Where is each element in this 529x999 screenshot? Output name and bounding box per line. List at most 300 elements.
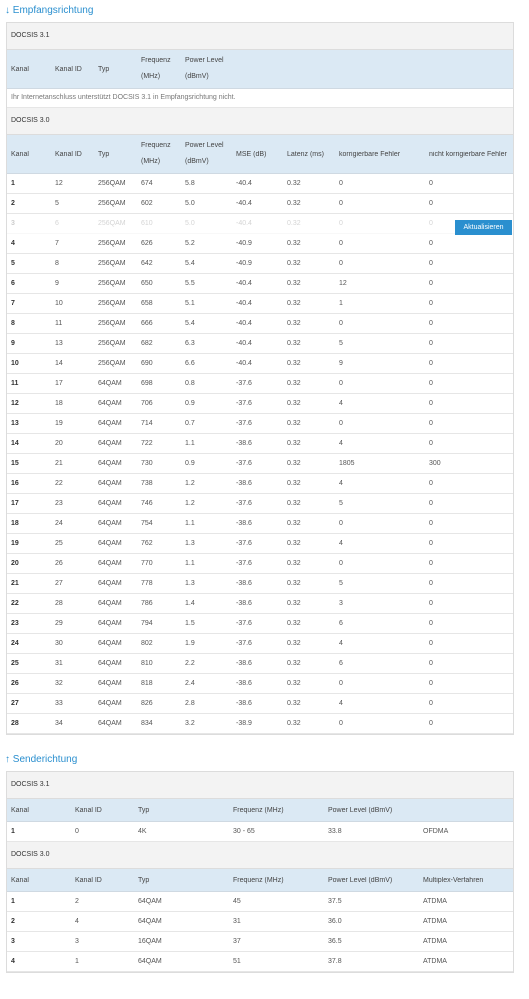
table-cell: 8 xyxy=(55,260,59,267)
table-cell: OFDMA xyxy=(423,828,449,835)
table-cell: 0 xyxy=(429,580,433,587)
table-cell: 5.8 xyxy=(185,180,195,187)
table-cell: -40.4 xyxy=(236,280,252,287)
table-cell: 4 xyxy=(75,918,79,925)
table-cell: 0.9 xyxy=(185,400,195,407)
table-cell: 5.2 xyxy=(185,240,195,247)
table-cell: 28 xyxy=(55,600,63,607)
table-cell: 0.32 xyxy=(287,700,301,707)
table-row xyxy=(7,194,513,214)
table-row xyxy=(7,674,513,694)
table-cell: -38.6 xyxy=(236,580,252,587)
table-cell: 0 xyxy=(429,660,433,667)
table-cell: 64QAM xyxy=(98,640,122,647)
table-cell: 0 xyxy=(429,260,433,267)
table-row xyxy=(7,294,513,314)
table-cell: -37.6 xyxy=(236,420,252,427)
table-cell: 30 - 65 xyxy=(233,828,255,835)
col-typ: Typ xyxy=(98,150,110,158)
col-kanal-id: Kanal ID xyxy=(55,150,82,158)
upstream-docsis31-label: DOCSIS 3.1 xyxy=(7,772,513,799)
table-cell: 0.32 xyxy=(287,560,301,567)
table-cell: 5 xyxy=(11,260,15,267)
table-cell: 256QAM xyxy=(98,180,126,187)
table-cell: 0.32 xyxy=(287,640,301,647)
table-cell: 0 xyxy=(429,500,433,507)
col-kanal-id: Kanal ID xyxy=(55,65,82,73)
table-cell: 256QAM xyxy=(98,220,126,227)
table-cell: 5.4 xyxy=(185,260,195,267)
table-cell: 0 xyxy=(429,600,433,607)
table-cell: 0 xyxy=(339,420,343,427)
table-cell: 256QAM xyxy=(98,360,126,367)
table-cell: 0 xyxy=(429,320,433,327)
table-row xyxy=(7,234,513,254)
table-cell: 666 xyxy=(141,320,153,327)
table-cell: 2.8 xyxy=(185,700,195,707)
table-cell: 0 xyxy=(429,540,433,547)
table-cell: 1 xyxy=(11,898,15,905)
col-frequenz: Frequenz (MHz) xyxy=(141,57,171,80)
table-cell: 0.32 xyxy=(287,300,301,307)
table-row xyxy=(7,634,513,654)
col-frequenz: Frequenz (MHz) xyxy=(141,142,171,165)
table-cell: 1 xyxy=(11,828,15,835)
table-row xyxy=(7,574,513,594)
table-cell: 762 xyxy=(141,540,153,547)
table-cell: 4 xyxy=(339,440,343,447)
table-cell: 0.32 xyxy=(287,180,301,187)
table-row xyxy=(7,594,513,614)
table-cell: 1.2 xyxy=(185,480,195,487)
table-cell: 29 xyxy=(55,620,63,627)
table-cell: 64QAM xyxy=(98,720,122,727)
table-cell: 64QAM xyxy=(98,380,122,387)
table-cell: 730 xyxy=(141,460,153,467)
table-cell: 0 xyxy=(429,360,433,367)
table-cell: 10 xyxy=(55,300,63,307)
table-row xyxy=(7,534,513,554)
table-cell: 25 xyxy=(11,660,19,667)
table-cell: 16 xyxy=(11,480,19,487)
table-cell: 0.32 xyxy=(287,500,301,507)
table-cell: 4 xyxy=(11,958,15,965)
table-cell: 0 xyxy=(429,340,433,347)
table-cell: 610 xyxy=(141,220,153,227)
table-cell: 0.32 xyxy=(287,680,301,687)
table-cell: -40.4 xyxy=(236,360,252,367)
table-cell: 602 xyxy=(141,200,153,207)
table-cell: 0 xyxy=(339,180,343,187)
table-cell: 0 xyxy=(429,560,433,567)
table-cell: 0.32 xyxy=(287,220,301,227)
table-cell: 22 xyxy=(11,600,19,607)
table-row xyxy=(7,932,513,952)
table-cell: 32 xyxy=(55,680,63,687)
table-cell: 0 xyxy=(429,720,433,727)
table-cell: 0.32 xyxy=(287,440,301,447)
table-cell: 20 xyxy=(11,560,19,567)
table-cell: 26 xyxy=(55,560,63,567)
table-cell: 256QAM xyxy=(98,200,126,207)
downstream-panel xyxy=(6,22,514,735)
upstream-panel xyxy=(6,771,514,973)
table-cell: 64QAM xyxy=(98,420,122,427)
col-mse: MSE (dB) xyxy=(236,150,267,158)
table-cell: -38.6 xyxy=(236,680,252,687)
table-cell: 64QAM xyxy=(98,500,122,507)
table-cell: 0 xyxy=(429,440,433,447)
table-cell: 45 xyxy=(233,898,241,905)
col-kanal: Kanal xyxy=(11,65,29,73)
table-cell: -38.9 xyxy=(236,720,252,727)
table-cell: 0 xyxy=(339,680,343,687)
table-cell: 5 xyxy=(339,500,343,507)
table-cell: 722 xyxy=(141,440,153,447)
table-cell: 9 xyxy=(11,340,15,347)
table-cell: 64QAM xyxy=(98,540,122,547)
table-cell: 0.32 xyxy=(287,600,301,607)
table-cell: 1 xyxy=(75,958,79,965)
table-cell: ATDMA xyxy=(423,918,447,925)
table-cell: 2.4 xyxy=(185,680,195,687)
table-cell: 2 xyxy=(75,898,79,905)
table-cell: -37.6 xyxy=(236,380,252,387)
table-cell: 0 xyxy=(429,200,433,207)
table-cell: 5 xyxy=(339,340,343,347)
table-cell: 818 xyxy=(141,680,153,687)
col-kanal: Kanal xyxy=(11,806,29,814)
table-cell: 37.8 xyxy=(328,958,342,965)
table-cell: -37.6 xyxy=(236,540,252,547)
table-cell: 0.8 xyxy=(185,380,195,387)
table-cell: 1.2 xyxy=(185,500,195,507)
upstream-docsis31-rows xyxy=(7,822,513,842)
table-cell: 1.5 xyxy=(185,620,195,627)
table-cell: 0.32 xyxy=(287,520,301,527)
table-cell: 64QAM xyxy=(98,440,122,447)
table-row xyxy=(7,474,513,494)
table-cell: 0 xyxy=(429,380,433,387)
table-cell: 0.7 xyxy=(185,420,195,427)
refresh-button[interactable]: Aktualisieren xyxy=(455,220,512,235)
table-cell: 5.1 xyxy=(185,300,195,307)
table-cell: 626 xyxy=(141,240,153,247)
table-cell: 0 xyxy=(429,480,433,487)
table-cell: 6 xyxy=(55,220,59,227)
table-cell: 0 xyxy=(75,828,79,835)
table-row xyxy=(7,434,513,454)
table-cell: 26 xyxy=(11,680,19,687)
table-cell: 4 xyxy=(339,640,343,647)
table-cell: 0 xyxy=(429,420,433,427)
col-multiplex: Multiplex-Verfahren xyxy=(423,876,484,884)
table-cell: 6 xyxy=(11,280,15,287)
table-cell: 3.2 xyxy=(185,720,195,727)
col-power-level: Power Level (dBmV) xyxy=(185,142,224,165)
table-cell: 27 xyxy=(11,700,19,707)
table-cell: 0.32 xyxy=(287,720,301,727)
table-cell: 16QAM xyxy=(138,938,162,945)
table-cell: 17 xyxy=(11,500,19,507)
table-cell: 746 xyxy=(141,500,153,507)
table-cell: 0.32 xyxy=(287,240,301,247)
table-cell: 64QAM xyxy=(98,660,122,667)
downstream-docsis30-label: DOCSIS 3.0 xyxy=(7,108,513,135)
table-cell: 15 xyxy=(11,460,19,467)
table-cell: 22 xyxy=(55,480,63,487)
table-cell: -38.6 xyxy=(236,600,252,607)
table-cell: -37.6 xyxy=(236,400,252,407)
col-power-level: Power Level (dBmV) xyxy=(328,876,393,884)
table-cell: -38.6 xyxy=(236,440,252,447)
table-cell: 3 xyxy=(11,938,15,945)
upstream-title: ↑ Senderichtung xyxy=(5,754,78,765)
table-cell: 778 xyxy=(141,580,153,587)
col-kanal-id: Kanal ID xyxy=(75,806,102,814)
table-row xyxy=(7,892,513,912)
table-cell: 37 xyxy=(233,938,241,945)
table-cell: 1.9 xyxy=(185,640,195,647)
table-row xyxy=(7,822,513,842)
table-row xyxy=(7,174,513,194)
table-cell: 1.1 xyxy=(185,560,195,567)
table-cell: 256QAM xyxy=(98,240,126,247)
table-cell: 8 xyxy=(11,320,15,327)
table-cell: 36.0 xyxy=(328,918,342,925)
table-cell: 4 xyxy=(339,480,343,487)
table-cell: 3 xyxy=(75,938,79,945)
table-cell: 738 xyxy=(141,480,153,487)
table-cell: 4 xyxy=(11,240,15,247)
upstream-docsis30-label: DOCSIS 3.0 xyxy=(7,842,513,869)
table-cell: 64QAM xyxy=(98,620,122,627)
table-cell: 0.32 xyxy=(287,260,301,267)
col-frequenz: Frequenz (MHz) xyxy=(233,806,284,814)
table-cell: 0 xyxy=(429,240,433,247)
table-cell: 5 xyxy=(339,580,343,587)
table-cell: 64QAM xyxy=(98,520,122,527)
table-cell: 0.32 xyxy=(287,460,301,467)
table-row xyxy=(7,274,513,294)
table-cell: 9 xyxy=(55,280,59,287)
table-cell: 2.2 xyxy=(185,660,195,667)
table-cell: 1.3 xyxy=(185,540,195,547)
table-cell: 786 xyxy=(141,600,153,607)
table-cell: 1.1 xyxy=(185,520,195,527)
table-cell: 0 xyxy=(339,200,343,207)
table-cell: 64QAM xyxy=(98,560,122,567)
col-typ: Typ xyxy=(98,65,110,73)
table-cell: 64QAM xyxy=(98,460,122,467)
table-cell: 64QAM xyxy=(98,700,122,707)
table-cell: 0.32 xyxy=(287,540,301,547)
table-cell: 64QAM xyxy=(138,958,162,965)
table-cell: 682 xyxy=(141,340,153,347)
table-cell: 64QAM xyxy=(98,580,122,587)
table-cell: 14 xyxy=(55,360,63,367)
table-cell: 31 xyxy=(55,660,63,667)
table-cell: 4 xyxy=(339,700,343,707)
table-cell: 64QAM xyxy=(98,400,122,407)
table-row xyxy=(7,314,513,334)
table-row xyxy=(7,394,513,414)
table-cell: 754 xyxy=(141,520,153,527)
table-cell: 0 xyxy=(429,220,433,227)
table-cell: 0 xyxy=(339,320,343,327)
upstream-docsis30-header xyxy=(7,869,513,892)
table-cell: 64QAM xyxy=(138,918,162,925)
table-cell: 834 xyxy=(141,720,153,727)
table-cell: 51 xyxy=(233,958,241,965)
table-cell: -40.4 xyxy=(236,220,252,227)
table-cell: 6 xyxy=(339,620,343,627)
table-cell: ATDMA xyxy=(423,898,447,905)
table-cell: 0 xyxy=(429,180,433,187)
table-cell: 12 xyxy=(55,180,63,187)
table-cell: 0.32 xyxy=(287,660,301,667)
table-cell: 36.5 xyxy=(328,938,342,945)
table-cell: 0 xyxy=(429,680,433,687)
table-cell: 706 xyxy=(141,400,153,407)
upstream-docsis30-rows xyxy=(7,892,513,972)
table-cell: 0.9 xyxy=(185,460,195,467)
table-cell: 6.3 xyxy=(185,340,195,347)
col-kanal: Kanal xyxy=(11,150,29,158)
table-cell: 650 xyxy=(141,280,153,287)
table-cell: 6 xyxy=(339,660,343,667)
table-cell: -37.6 xyxy=(236,640,252,647)
table-cell: 1.1 xyxy=(185,440,195,447)
table-cell: 770 xyxy=(141,560,153,567)
table-cell: 13 xyxy=(11,420,19,427)
table-cell: -40.9 xyxy=(236,240,252,247)
table-cell: 3 xyxy=(11,220,15,227)
table-cell: 2 xyxy=(11,918,15,925)
table-cell: 0 xyxy=(429,700,433,707)
table-row xyxy=(7,454,513,474)
table-cell: 0.32 xyxy=(287,380,301,387)
table-cell: 9 xyxy=(339,360,343,367)
table-cell: -38.6 xyxy=(236,480,252,487)
table-cell: -38.6 xyxy=(236,700,252,707)
table-cell: ATDMA xyxy=(423,938,447,945)
table-cell: 794 xyxy=(141,620,153,627)
table-cell: 31 xyxy=(233,918,241,925)
table-row xyxy=(7,254,513,274)
table-cell: 33.8 xyxy=(328,828,342,835)
table-cell: 0 xyxy=(339,720,343,727)
table-cell: 5.0 xyxy=(185,220,195,227)
table-cell: 1.3 xyxy=(185,580,195,587)
table-cell: 802 xyxy=(141,640,153,647)
table-cell: 0 xyxy=(429,280,433,287)
table-cell: 23 xyxy=(55,500,63,507)
table-cell: 0 xyxy=(339,240,343,247)
downstream-docsis30-header xyxy=(7,135,513,174)
table-cell: 4K xyxy=(138,828,147,835)
table-row xyxy=(7,334,513,354)
table-row xyxy=(7,494,513,514)
table-cell: 4 xyxy=(339,540,343,547)
table-cell: 826 xyxy=(141,700,153,707)
table-cell: 34 xyxy=(55,720,63,727)
table-cell: 256QAM xyxy=(98,300,126,307)
table-cell: 0 xyxy=(339,520,343,527)
table-cell: 690 xyxy=(141,360,153,367)
table-cell: -37.6 xyxy=(236,460,252,467)
table-cell: 0 xyxy=(429,620,433,627)
table-cell: 19 xyxy=(55,420,63,427)
table-cell: 714 xyxy=(141,420,153,427)
table-cell: 0.32 xyxy=(287,280,301,287)
table-cell: -40.4 xyxy=(236,300,252,307)
table-cell: 0.32 xyxy=(287,340,301,347)
col-typ: Typ xyxy=(138,876,150,884)
table-cell: 17 xyxy=(55,380,63,387)
table-cell: 21 xyxy=(11,580,19,587)
table-cell: 33 xyxy=(55,700,63,707)
table-cell: 24 xyxy=(55,520,63,527)
table-row xyxy=(7,554,513,574)
table-cell: 64QAM xyxy=(98,680,122,687)
table-row xyxy=(7,354,513,374)
table-cell: ATDMA xyxy=(423,958,447,965)
table-cell: 0.32 xyxy=(287,360,301,367)
table-cell: 658 xyxy=(141,300,153,307)
table-cell: 1 xyxy=(11,180,15,187)
table-cell: 11 xyxy=(11,380,19,387)
table-row xyxy=(7,614,513,634)
table-cell: 27 xyxy=(55,580,63,587)
table-cell: 0 xyxy=(339,260,343,267)
table-row xyxy=(7,952,513,972)
table-cell: 64QAM xyxy=(98,600,122,607)
table-cell: 4 xyxy=(339,400,343,407)
table-cell: 5.4 xyxy=(185,320,195,327)
table-cell: 37.5 xyxy=(328,898,342,905)
table-row xyxy=(7,214,513,234)
table-cell: 1 xyxy=(339,300,343,307)
table-cell: 674 xyxy=(141,180,153,187)
table-cell: 18 xyxy=(55,400,63,407)
table-row xyxy=(7,912,513,932)
table-cell: 0.32 xyxy=(287,620,301,627)
table-cell: -40.4 xyxy=(236,180,252,187)
table-row xyxy=(7,514,513,534)
table-cell: -40.4 xyxy=(236,340,252,347)
table-cell: 25 xyxy=(55,540,63,547)
table-cell: 256QAM xyxy=(98,260,126,267)
table-cell: -40.4 xyxy=(236,320,252,327)
table-cell: 5.5 xyxy=(185,280,195,287)
table-cell: -40.9 xyxy=(236,260,252,267)
table-cell: 0.32 xyxy=(287,320,301,327)
col-kanal-id: Kanal ID xyxy=(75,876,102,884)
table-cell: 256QAM xyxy=(98,340,126,347)
table-cell: 698 xyxy=(141,380,153,387)
table-cell: 3 xyxy=(339,600,343,607)
downstream-docsis31-label: DOCSIS 3.1 xyxy=(7,23,513,50)
table-cell: 0.32 xyxy=(287,420,301,427)
table-cell: 300 xyxy=(429,460,441,467)
downstream-docsis31-header xyxy=(7,50,513,89)
table-cell: 5.0 xyxy=(185,200,195,207)
table-cell: 10 xyxy=(11,360,19,367)
downstream-title: ↓ Empfangsrichtung xyxy=(5,5,94,16)
table-cell: 21 xyxy=(55,460,63,467)
table-cell: 6.6 xyxy=(185,360,195,367)
